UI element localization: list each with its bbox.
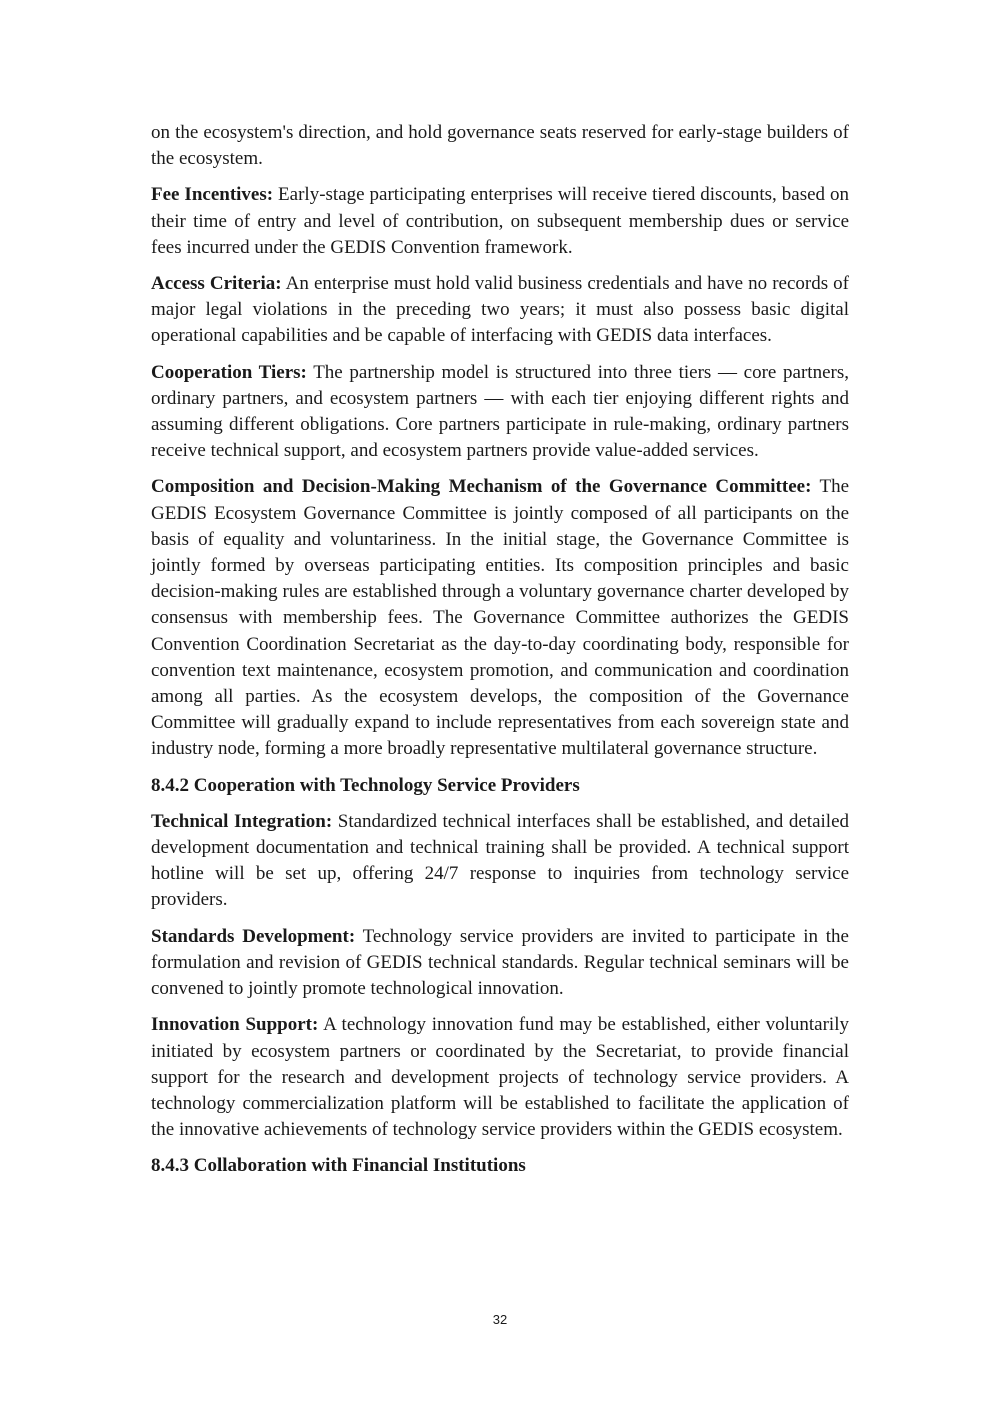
paragraph-label: Technical Integration: [151, 810, 333, 832]
section-heading-8-4-3: 8.4.3 Collaboration with Financial Institutions [151, 1155, 526, 1177]
paragraph-governance-committee [151, 474, 849, 762]
paragraph-text: on the ecosystem's direction, and hold governance seats reserved for early-stage builders of the ecosystem. [151, 122, 849, 170]
paragraph-label: Cooperation Tiers: [151, 361, 307, 383]
paragraph-text: The partnership model is structured into three tiers — core partners, ordinary partners, and ecosystem partners — with each tier enjoying different rights and assuming different obligations. Core partners participate in rule-making, ordinary partners receive technical support, and ecosystem partners provide value-added services. [151, 361, 849, 462]
paragraph-text: Technology service providers are invited to participate in the formulation and revision of GEDIS technical standards. Regular technical seminars will be convened to jointly promote technological innovation. [151, 925, 849, 1000]
paragraph-text: Standardized technical interfaces shall be established, and detailed development documentation and technical training shall be provided. A technical support hotline will be set up, offering 24/7 response to inquiries from technology service providers. [151, 810, 850, 911]
paragraph-cooperation-tiers [151, 360, 849, 465]
document-page [151, 120, 849, 1190]
paragraph-innovation-support [151, 1012, 849, 1143]
paragraph-access-criteria [151, 271, 849, 350]
paragraph-label: Innovation Support: [151, 1014, 319, 1036]
section-heading-8-4-2: 8.4.2 Cooperation with Technology Service Providers [151, 774, 580, 796]
page-number: 32 [492, 1312, 508, 1327]
paragraph-continuation [151, 120, 849, 172]
paragraph-label: Composition and Decision-Making Mechanism of the Governance Committee: [151, 476, 812, 498]
paragraph-text: A technology innovation fund may be established, either voluntarily initiated by ecosystem partners or coordinated by the Secretariat, to provide financial support for the research and development projects of technology service providers. A technology commercialization platform will be established to facilitate the application of the innovative achievements of technology service providers within the GEDIS ecosystem. [151, 1014, 849, 1141]
paragraph-text: An enterprise must hold valid business credentials and have no records of major legal violations in the preceding two years; it must also possess basic digital operational capabilities and be capable of interfacing with GEDIS data interfaces. [151, 273, 850, 347]
paragraph-text: Early-stage participating enterprises will receive tiered discounts, based on their time of entry and level of contribution, on subsequent membership dues or service fees incurred under the GEDIS Convention framework. [151, 184, 849, 258]
paragraph-text: The GEDIS Ecosystem Governance Committee is jointly composed of all participants on the basis of equality and voluntariness. In the initial stage, the Governance Committee is jointly formed by overseas participating entities. Its composition principles and basic decision-making rules are established through a voluntary governance charter developed by consensus with membership fees. The Governance Committee authorizes the GEDIS Convention Coordination Secretariat as the day-to-day coordinating body, responsible for convention text maintenance, ecosystem promotion, and communication and coordination among all parties. As the ecosystem develops, the composition of the Governance Committee will gradually expand to include representatives from each sovereign state and industry node, forming a more broadly representative multilateral governance structure. [151, 476, 850, 760]
paragraph-label: Fee Incentives: [151, 184, 274, 206]
paragraph-fee-incentives [151, 182, 849, 261]
paragraph-label: Standards Development: [151, 925, 356, 947]
paragraph-standards-development [151, 924, 849, 1003]
paragraph-label: Access Criteria: [151, 273, 282, 295]
paragraph-technical-integration [151, 809, 849, 914]
